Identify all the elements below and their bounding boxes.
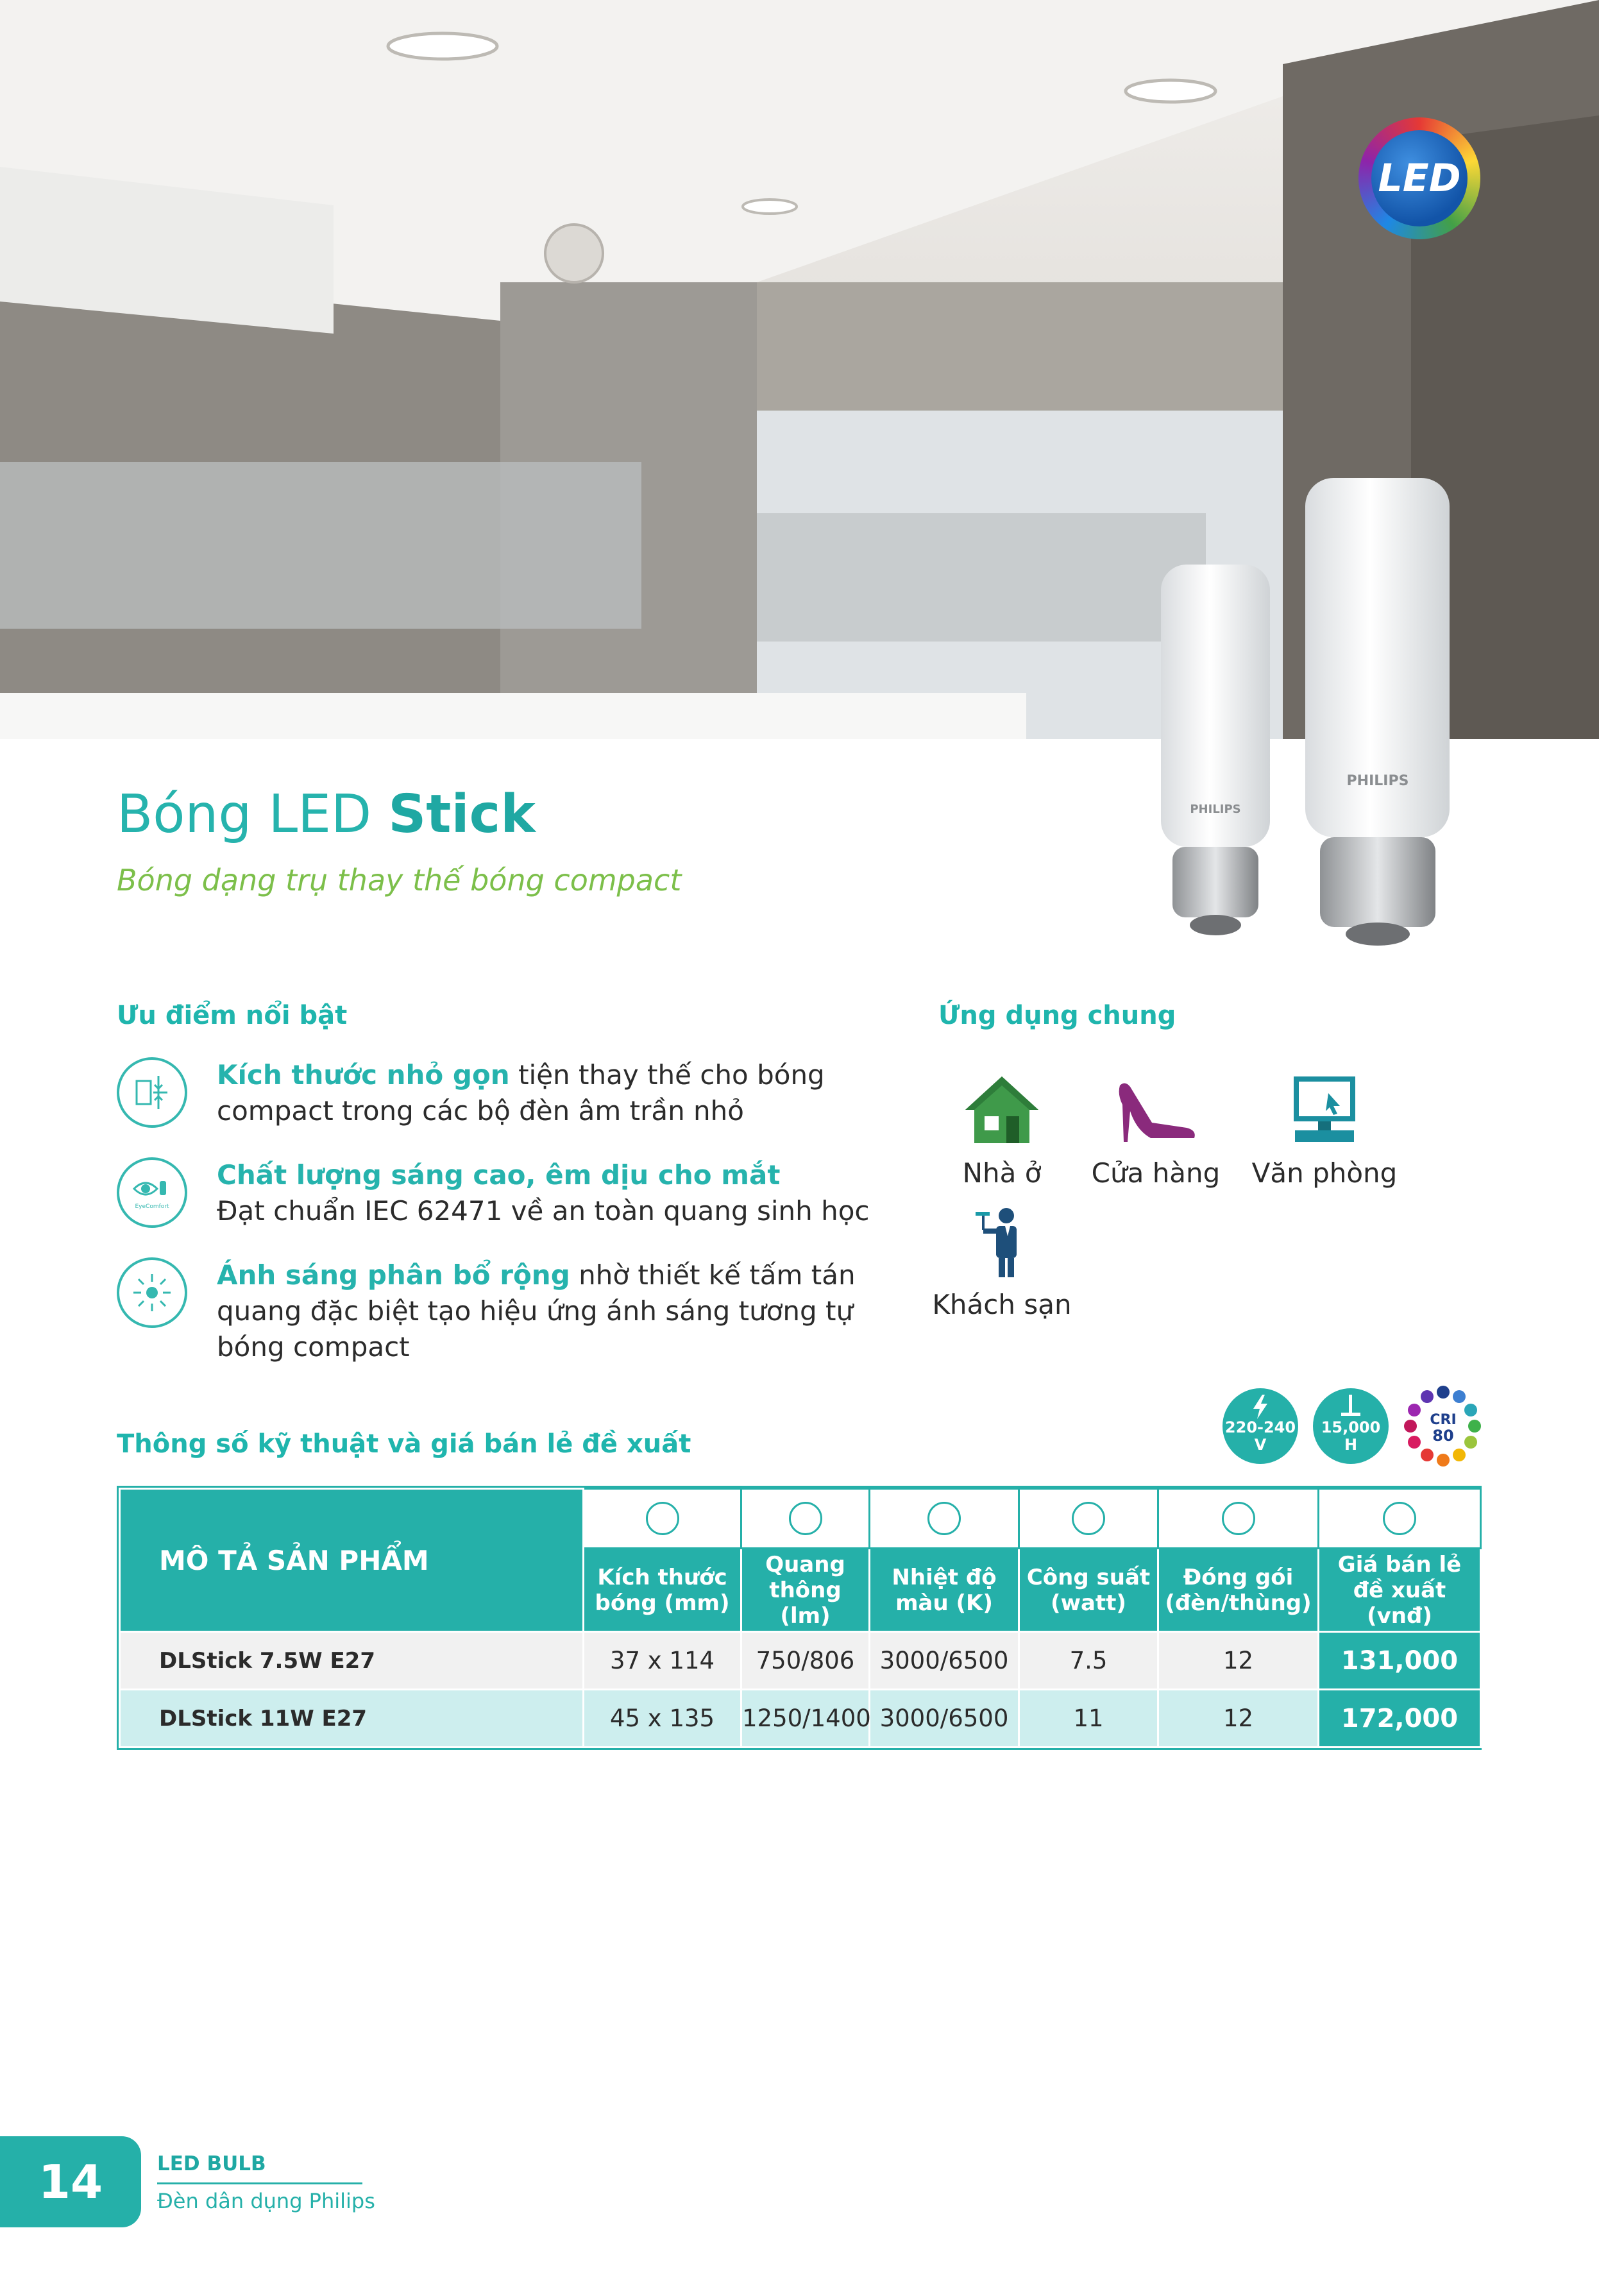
compact-size-icon (117, 1057, 187, 1128)
lightning-icon (1251, 1395, 1270, 1419)
applications-heading: Ứng dụng chung (938, 1001, 1176, 1030)
lifetime-unit: H (1344, 1436, 1358, 1454)
product-name-cell: DLStick 11W E27 (120, 1690, 584, 1748)
eye-comfort-caption: EyeComfort (135, 1203, 169, 1210)
light-spread-icon (117, 1257, 187, 1328)
stick-bulbs-image (1142, 468, 1475, 956)
column-header (1319, 1549, 1481, 1632)
lifetime-badge (1313, 1388, 1389, 1464)
footer-category-prefix: LED (157, 2152, 207, 2175)
pack-cell: 12 (1158, 1690, 1319, 1748)
cri-label: CRI (1430, 1412, 1457, 1428)
feature-text (217, 1057, 890, 1129)
application-label: Nhà ở (962, 1157, 1042, 1189)
lumen-icon (789, 1502, 822, 1535)
house-icon (960, 1071, 1044, 1148)
size-cell: 45 x 135 (584, 1690, 741, 1748)
price-cell: 131,000 (1319, 1632, 1481, 1690)
dollar-icon (1383, 1502, 1416, 1535)
led-badge-icon (1358, 117, 1480, 239)
voltage-badge (1223, 1388, 1298, 1464)
cri-badge (1401, 1386, 1485, 1469)
column-header-line: đề xuất (vnđ) (1353, 1577, 1446, 1629)
feature-highlight: Chất lượng sáng cao, êm dịu cho mắt (217, 1159, 781, 1191)
footer-divider (157, 2182, 362, 2184)
table-row (120, 1690, 1481, 1748)
pack-cell: 12 (1158, 1632, 1319, 1690)
feature-highlight: Kích thước nhỏ gọn (217, 1059, 510, 1091)
cri-dots-icon (1401, 1386, 1485, 1469)
table-row (120, 1632, 1481, 1690)
product-name-cell: DLStick 7.5W E27 (120, 1632, 584, 1690)
cri-value: 80 (1432, 1427, 1454, 1445)
feature-desc: tiện thay thế cho bóng compact trong các bộ đèn âm trần nhỏ (217, 1059, 825, 1127)
advantages-heading: Ưu điểm nổi bật (117, 1001, 348, 1030)
column-icon-cell (1158, 1489, 1319, 1549)
feature-desc: nhờ thiết kế tấm tán quang đặc biệt tạo hiệu ứng ánh sáng tương tự bóng compact (217, 1259, 856, 1363)
column-header (584, 1549, 741, 1632)
feature-text (217, 1257, 890, 1365)
application-home (918, 1071, 1085, 1189)
size-cell: 37 x 114 (584, 1632, 741, 1690)
title-bold: Stick (388, 784, 536, 845)
column-header-line: (đèn/thùng) (1165, 1590, 1312, 1616)
led-badge-text: LED (1371, 130, 1468, 226)
application-label: Văn phòng (1251, 1157, 1398, 1189)
column-header-line: màu (K) (895, 1590, 993, 1616)
color-temp-icon (927, 1502, 961, 1535)
application-hotel (918, 1203, 1085, 1320)
column-header-line: Nhiệt độ (892, 1564, 997, 1590)
lumen-cell: 1250/1400 (741, 1690, 870, 1748)
feature-highlight: Ánh sáng phân bổ rộng (217, 1259, 570, 1291)
dimension-icon (646, 1502, 679, 1535)
column-header-line: Kích thước (597, 1564, 727, 1590)
eye-comfort-icon (117, 1157, 187, 1228)
lumen-cell: 750/806 (741, 1632, 870, 1690)
bulb-power-icon (1072, 1502, 1105, 1535)
column-header (1158, 1549, 1319, 1632)
column-header-line: (watt) (1051, 1590, 1126, 1616)
footer-category-bold: BULB (207, 2152, 266, 2175)
specs-heading: Thông số kỹ thuật và giá bán lẻ đề xuất (117, 1429, 691, 1459)
lifetime-icon (1340, 1395, 1362, 1418)
column-icon-cell (1319, 1489, 1481, 1549)
feature-text (217, 1157, 890, 1229)
column-header-line: Công suất (1026, 1564, 1151, 1590)
power-cell: 7.5 (1019, 1632, 1158, 1690)
application-shop (1072, 1071, 1239, 1189)
column-header-line: Đóng gói (1183, 1564, 1294, 1590)
cct-cell: 3000/6500 (870, 1690, 1019, 1748)
table-main-header: MÔ TẢ SẢN PHẨM (120, 1489, 584, 1632)
column-header-line: bóng (mm) (595, 1590, 730, 1616)
column-header (1019, 1549, 1158, 1632)
high-heel-icon (1111, 1071, 1201, 1148)
spec-table (117, 1486, 1482, 1750)
page-number: 14 (0, 2136, 141, 2227)
column-header-line: Quang (765, 1551, 845, 1577)
column-header-line: Giá bán lẻ (1337, 1551, 1462, 1577)
column-header (870, 1549, 1019, 1632)
footer-subtitle: Đèn dân dụng Philips (157, 2189, 375, 2213)
application-label: Khách sạn (932, 1289, 1072, 1320)
voltage-unit: V (1254, 1436, 1267, 1454)
column-icon-cell (584, 1489, 741, 1549)
box-icon (1222, 1502, 1255, 1535)
application-label: Cửa hàng (1091, 1157, 1221, 1189)
title-prefix: Bóng LED (117, 784, 389, 845)
cct-cell: 3000/6500 (870, 1632, 1019, 1690)
column-header (741, 1549, 870, 1632)
lifetime-value: 15,000 (1321, 1418, 1381, 1436)
product-title (117, 784, 536, 845)
power-cell: 11 (1019, 1690, 1158, 1748)
waiter-icon (967, 1203, 1037, 1280)
bulb-brand-large: PHILIPS (1346, 773, 1409, 789)
price-cell: 172,000 (1319, 1690, 1481, 1748)
computer-icon (1286, 1071, 1363, 1148)
product-subtitle: Bóng dạng trụ thay thế bóng compact (117, 863, 682, 897)
column-header-line: thông (lm) (769, 1577, 842, 1629)
column-icon-cell (741, 1489, 870, 1549)
voltage-value: 220-240 (1224, 1418, 1296, 1436)
application-office (1241, 1071, 1408, 1189)
column-icon-cell (870, 1489, 1019, 1549)
footer-category (157, 2152, 266, 2175)
feature-desc: Đạt chuẩn IEC 62471 về an toàn quang sinh học (217, 1195, 870, 1227)
column-icon-cell (1019, 1489, 1158, 1549)
bulb-brand-small: PHILIPS (1190, 803, 1241, 816)
